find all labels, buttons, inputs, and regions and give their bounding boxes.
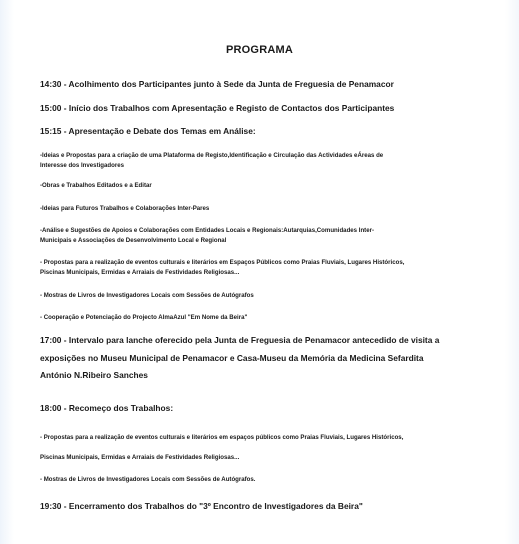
topic-events-line-1: - Propostas para a realização de eventos culturais e literários em Espaços Públicos como Praias Fluviais, Lugares Históricos,: [40, 259, 405, 266]
topic-events-line-2: Piscinas Municipais, Ermidas e Arraiais de Festividades Religiosas...: [40, 269, 240, 276]
topic-book-shows-restart: - Mostras de Livros de Investigadores Locais com Sessões de Autógrafos.: [40, 476, 256, 483]
schedule-item-1700: [40, 332, 480, 385]
schedule-item-1700-line-3: António N.Ribeiro Sanches: [40, 370, 148, 380]
schedule-item-1700-line-1: 17:00 - Intervalo para lanche oferecido pela Junta de Freguesia de Penamacor antecedido de visita a: [40, 335, 440, 345]
topic-cooperation: - Cooperação e Potenciação do Projecto AlmaAzul "Em Nome da Beira": [40, 314, 248, 321]
topic-events: [40, 258, 480, 278]
topic-support: [40, 226, 480, 246]
schedule-item-1800: 18:00 - Recomeço dos Trabalhos:: [40, 403, 174, 413]
topic-works: -Obras e Trabalhos Editados e a Editar: [40, 182, 152, 189]
topic-events-restart: [40, 432, 480, 463]
schedule-item-1930: 19:30 - Encerramento dos Trabalhos do "3º Encontro de Investigadores da Beira": [40, 501, 363, 511]
topic-support-line-2: Municipais e Associações de Desenvolvimento Local e Regional: [40, 237, 227, 244]
topic-platform-line-2: Interesse dos Investigadores: [40, 162, 124, 169]
page-title: PROGRAMA: [226, 44, 293, 56]
topic-events-restart-line-1: - Propostas para a realização de eventos culturais e literários em espaços públicos como Praias Fluviais, Lugares Históricos,: [40, 434, 404, 441]
schedule-item-1700-line-2: exposições no Museu Municipal de Penamacor e Casa-Museu da Memória da Medicina Sefardita: [40, 352, 424, 363]
topic-platform: [40, 151, 480, 171]
topic-platform-line-1: -Ideias e Propostas para a criação de uma Plataforma de Registo,Identificação e Circulação das Actividades eÁreas de: [40, 152, 384, 159]
topic-support-line-1: -Análise e Sugestões de Apoios e Colaborações com Entidades Locais e Regionais:Autarquias,Comunidades Inter-: [40, 227, 374, 234]
schedule-item-1515: 15:15 - Apresentação e Debate dos Temas em Análise:: [40, 126, 256, 136]
topic-events-restart-line-2: Piscinas Municipais, Ermidas e Arraiais de Festividades Religiosas...: [40, 454, 240, 461]
schedule-item-1500: 15:00 - Início dos Trabalhos com Apresentação e Registo de Contactos dos Participantes: [40, 103, 395, 113]
topic-future-works: -Ideias para Futuros Trabalhos e Colaborações Inter-Pares: [40, 205, 210, 212]
topic-book-shows: - Mostras de Livros de Investigadores Locais com Sessões de Autógrafos: [40, 292, 254, 299]
schedule-item-1430: 14:30 - Acolhimento dos Participantes junto à Sede da Junta de Freguesia de Penamacor: [40, 79, 394, 89]
